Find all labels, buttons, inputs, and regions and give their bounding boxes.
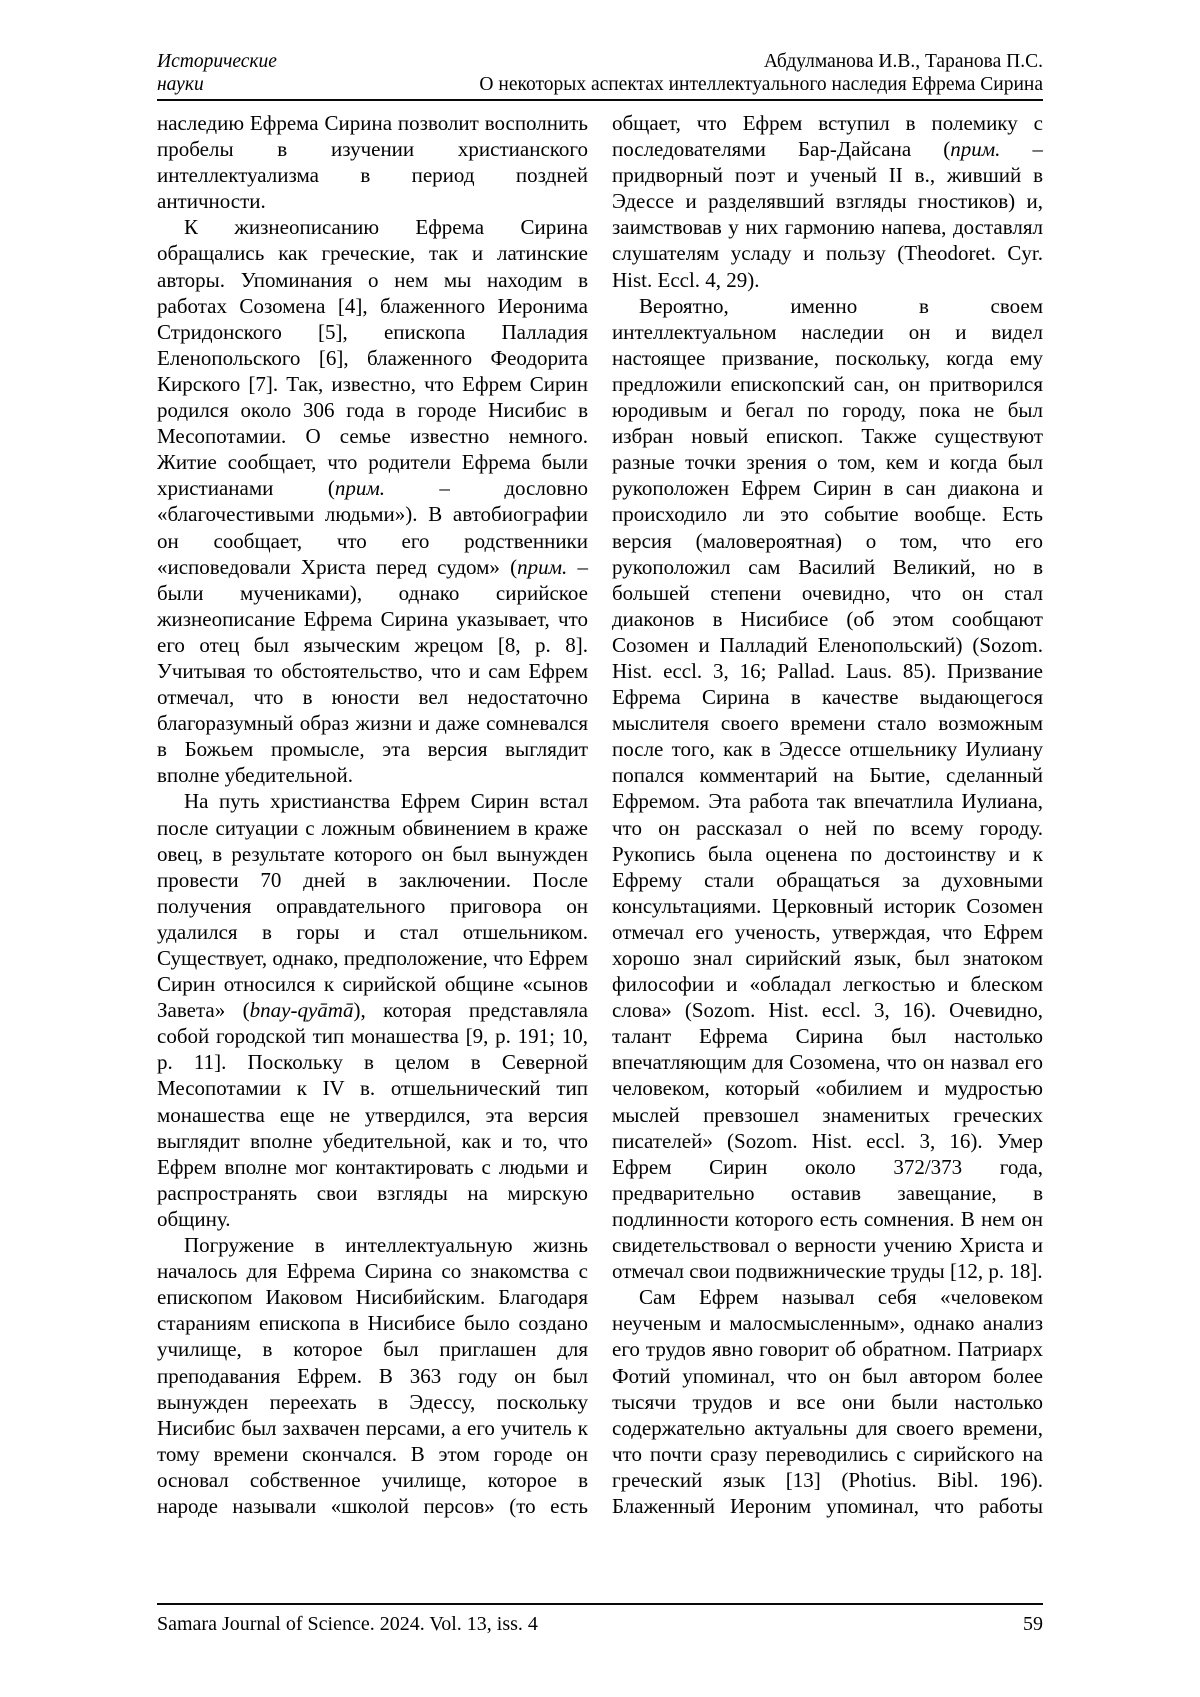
authors: Абдулманова И.В., Таранова П.С. (763, 51, 1043, 72)
running-head (479, 50, 1043, 96)
paragraph (157, 788, 588, 1232)
paragraph (612, 110, 1043, 293)
journal-line: Samara Journal of Science. 2024. Vol. 13, iss. 4 (157, 1613, 538, 1635)
paragraph (612, 293, 1043, 1285)
paragraph (157, 214, 588, 788)
text-run: Сам Ефрем называл себя «человеком неученым и малосмысленным», однако анализ его трудов явно говорит об обратном. Патриарх Фотий упоминал, что он был автором более тысячи трудов и все они были настолько содержательно актуальны для своего времени, что почти сразу переводились с сирийского на греческий язык [13] (Photius. Bibl. 196). Блаженный Иероним упоминал, что работы (612, 1285, 1043, 1518)
section-label (157, 50, 277, 96)
section-line-1: Исторические (157, 51, 277, 72)
italic-text-run: прим. (950, 137, 1001, 162)
paragraph (157, 110, 588, 214)
text-run: Погружение в интеллектуальную жизнь началось для Ефрема Сирина со знакомства с епископом Иаковом Нисибийским. Благодаря стараниям епископа в Нисибисе было создано училище, в которое был приглашен для преподавания Ефрем. В 363 году он был вынужден переехать в Эдессу, поскольку Нисибис был захвачен персами, а его учитель к тому времени скончался. В этом городе он основал собственное училище, которое в народе называли «школой персов» (то есть (157, 1233, 588, 1518)
text-run: На путь христианства Ефрем Сирин встал после ситуации с ложным обвинением в краже овец, в результате которого он был вынужден провести 70 дней в заключении. После получения оправдательного приговора он удалился в горы и стал отшельником. Существует, однако, предположение, что Ефрем Сирин относился к сирийской общине «сынов Завета» ( (157, 789, 588, 1023)
text-run: – были мучениками), однако сирийское жизнеописание Ефрема Сирина указывает, что его отец был языческим жрецом [8, p. 8]. Учитывая то обстоятельство, что и сам Ефрем отмечал, что в юности вел недостаточно благоразумный образ жизни и даже сомневался в Божьем промысле, эта версия выглядит вполне убедительной. (157, 554, 588, 788)
page-header (157, 50, 1043, 96)
page-footer (157, 1603, 1043, 1636)
italic-text-run: прим. (517, 554, 568, 579)
article-body (157, 110, 1043, 1518)
text-run: К жизнеописанию Ефрема Сирина обращались как греческие, так и латинские авторы. Упоминания о нем мы находим в работах Созомена [4], блаженного Иеронима Стридонского [5], епископа Палладия Еленопольского [6], блаженного Феодорита Кирского [7]. Так, известно, что Ефрем Сирин родился около 306 года в городе Нисибис в Месопотамии. О семье известно немного. Житие сообщает, что родители Ефрема были христианами ( (157, 215, 588, 501)
text-run: общает, что Ефрем вступил в полемику с последователями Бар-Дайсана ( (612, 111, 1043, 162)
text-run: ), которая представляла собой городской тип монашества [9, p. 191; 10, p. 11]. Поскольку в целом в Северной Месопотамии к IV в. отшельнический тип монашества еще не утвердился, эта версия выглядит вполне убедительной, как и то, что Ефрем вполне мог контактировать с людьми и распространять свои взгляды на мирскую общину. (157, 998, 589, 1231)
text-run: Вероятно, именно в своем интеллектуальном наследии он и видел настоящее призвание, поскольку, когда ему предложили епископский сан, он притворился юродивым и бегал по городу, пока не был избран новый епископ. Также существуют разные точки зрения о том, кем и когда был рукоположен Ефрем Сирин в сан диакона и происходило ли это событие вообще. Есть версия (маловероятная) о том, что его рукоположил сам Василий Великий, но в большей степени очевидно, что он стал диаконов в Нисибисе (об этом сообщают Созомен и Палладий Еленопольский) (Sozom. Hist. eccl. 3, 16; Pallad. Laus. 85). Призвание Ефрема Сирина в качестве выдающегося мыслителя своего времени стало возможным после того, как в Эдессе отшельнику Иулиану попался комментарий на Бытие, сделанный Ефремом. Эта работа так впечатлила Иулиана, что он рассказал о ней по всему городу. Рукопись была оценена по достоинству и к Ефрему стали обращаться за духовными консультациями. Церковный историк Созомен отмечал его ученость, утверждая, что Ефрем хорошо знал сирийский язык, был знатоком философии и «обладал легкостью и блеском слова» (Sozom. Hist. eccl. 3, 16). Очевидно, талант Ефрема Сирина был настолько впечатляющим для Созомена, что он назвал его человеком, который «обилием и мудростью мыслей превзошел знаменитых греческих писателей» (Sozom. Hist. eccl. 3, 16). Умер Ефрем Сирин около 372/373 года, предварительно оставив завещание, в подлинности которого есть сомнения. В нем он свидетельствовал о верности учению Христа и отмечал свои подвижнические труды [12, p. 18]. (612, 293, 1043, 1284)
italic-text-run: прим. (334, 476, 385, 501)
paragraph (157, 1232, 588, 1518)
page-number: 59 (1023, 1613, 1043, 1635)
left-column (157, 110, 588, 1518)
section-line-2: науки (157, 74, 204, 95)
header-rule (157, 99, 1043, 101)
running-title: О некоторых аспектах интеллектуального наследия Ефрема Сирина (479, 74, 1043, 95)
text-run: – придворный поэт и ученый II в., живший в Эдессе и разделявший взгляды гностиков) и, заимствовав у них гармонию напева, доставлял слушателям усладу и пользу (Theodoret. Cyr. Hist. Eccl. 4, 29). (612, 137, 1043, 292)
text-run: – дословно «благочестивыми людьми»). В автобиографии он сообщает, что его родственники «исповедовали Христа перед судом» ( (157, 476, 588, 579)
text-run: наследию Ефрема Сирина позволит восполнить пробелы в изучении христианского интеллектуализма в период поздней античности. (157, 111, 588, 214)
paragraph (612, 1284, 1043, 1518)
italic-text-run: bnay-qyāmā (249, 998, 354, 1023)
right-column (612, 110, 1043, 1518)
